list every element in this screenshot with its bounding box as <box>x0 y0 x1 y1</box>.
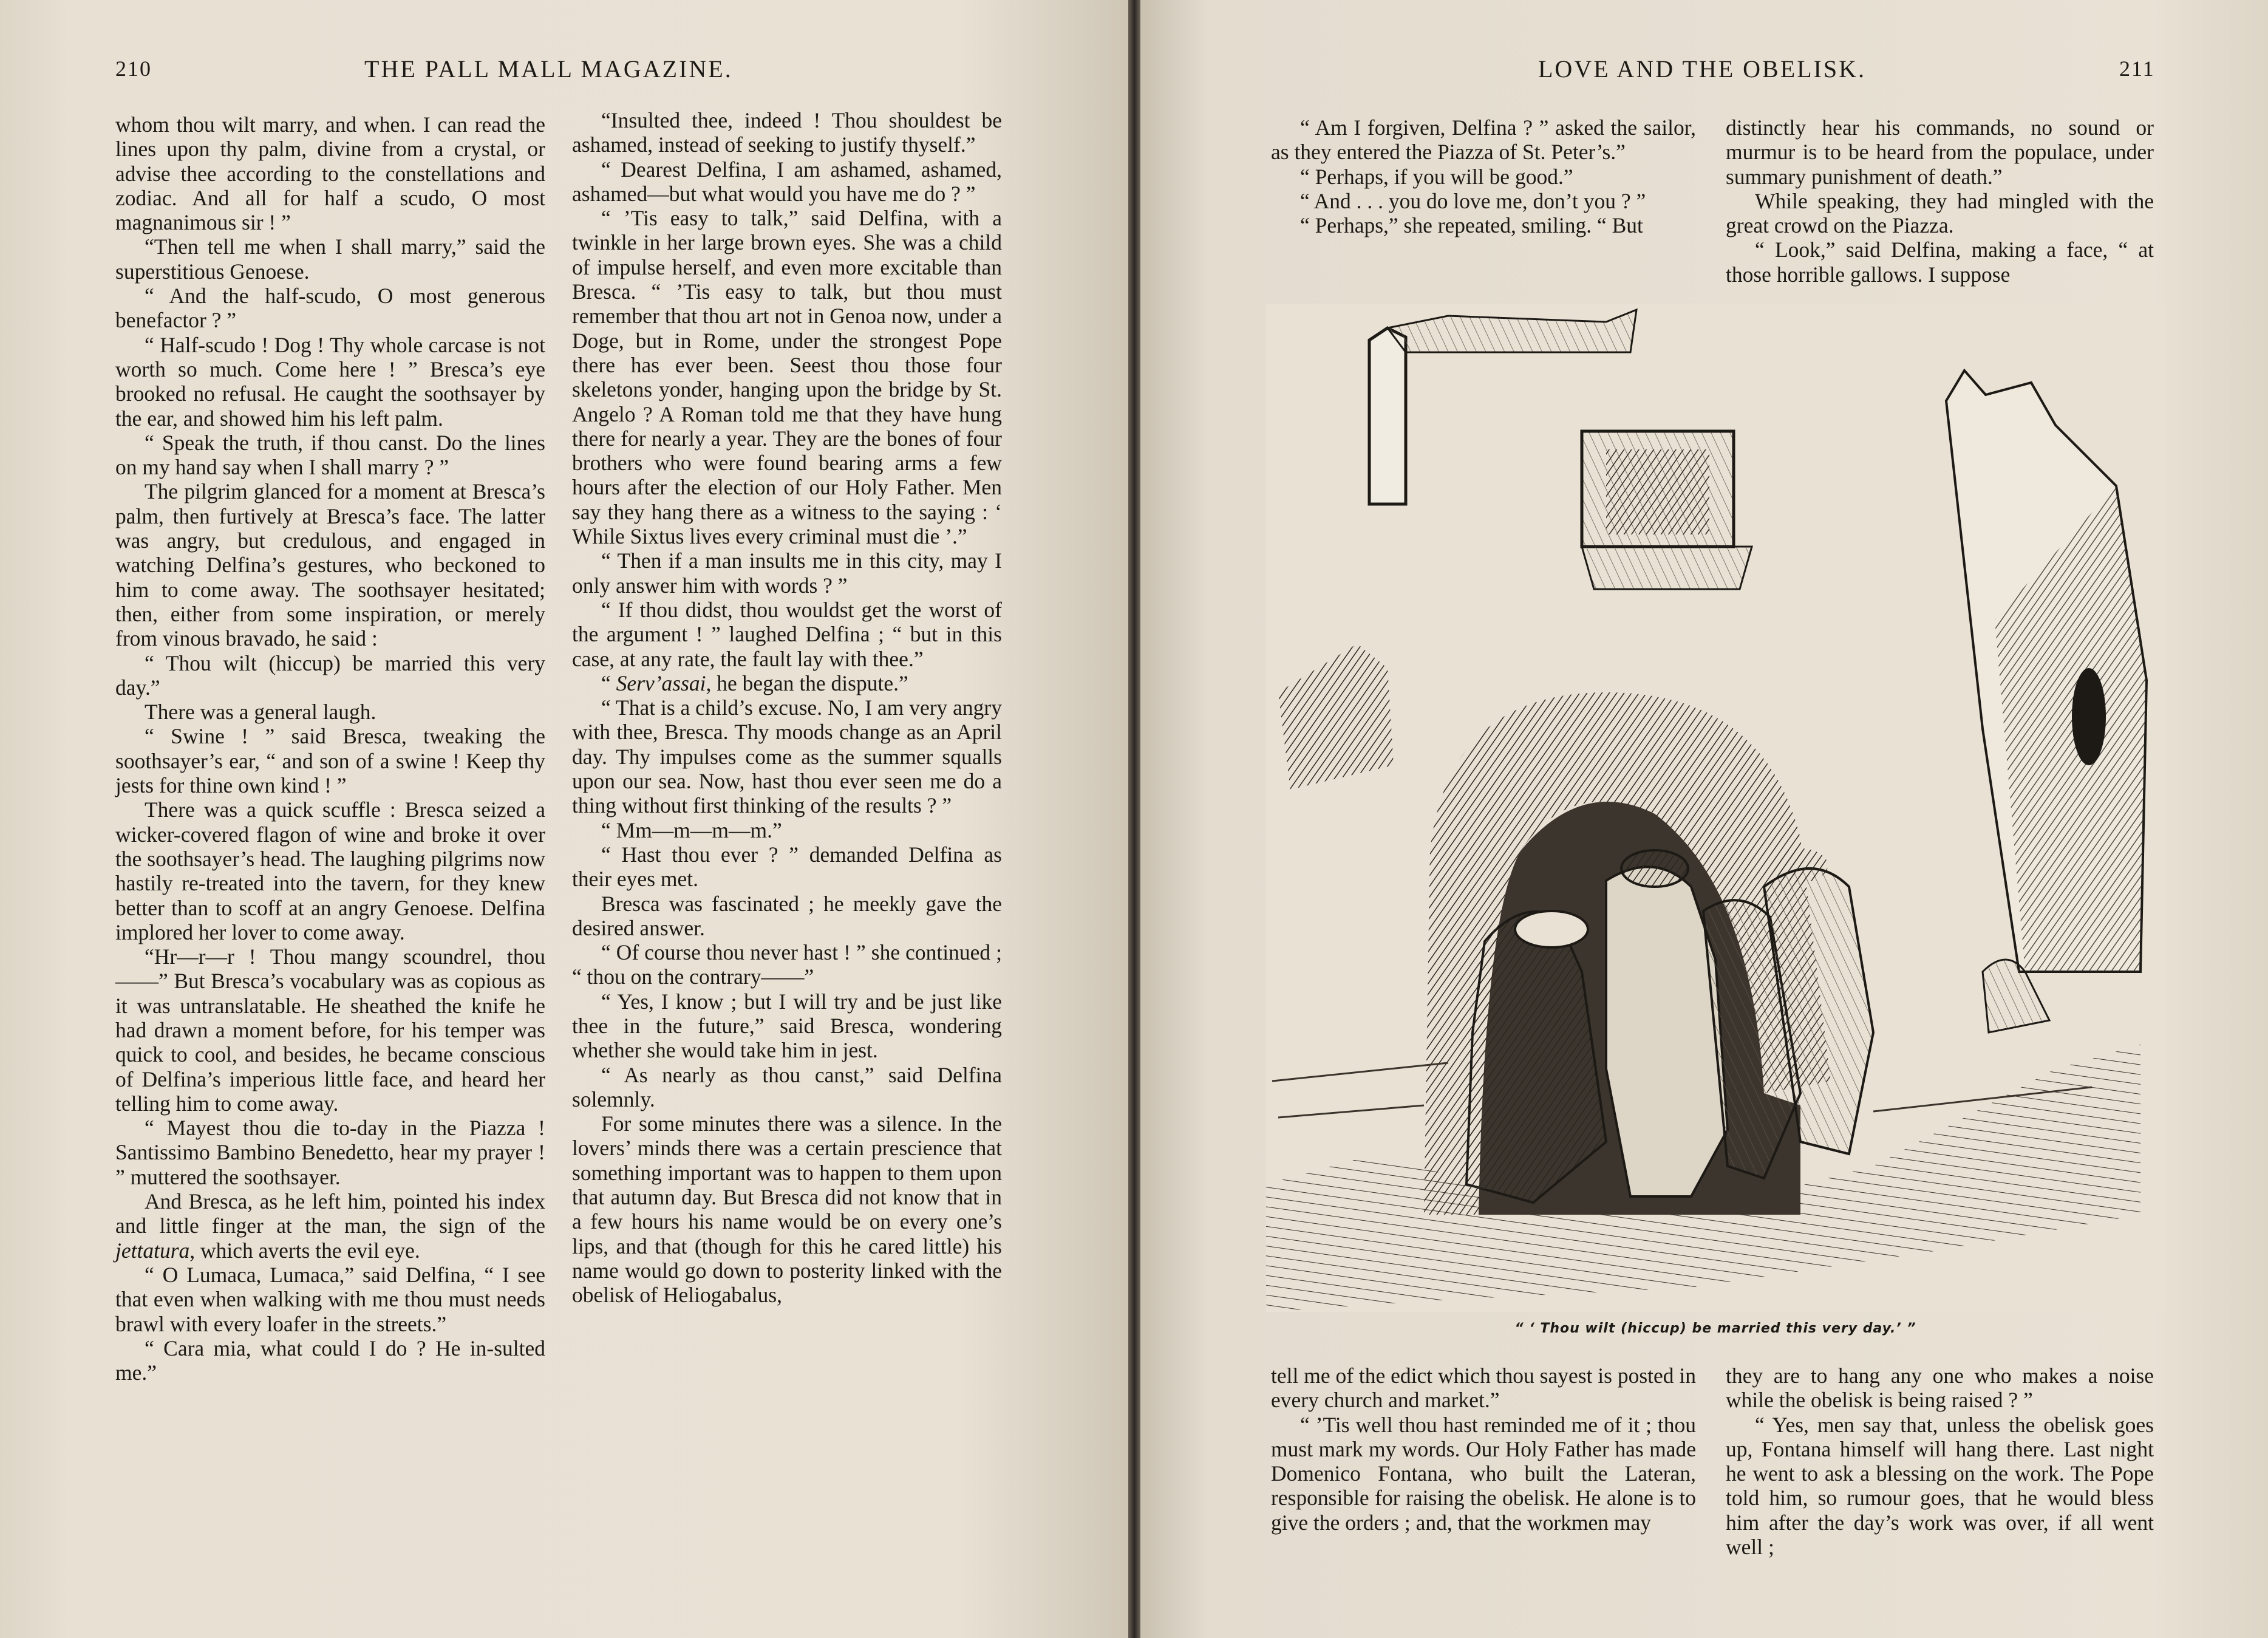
paragraph-continuation: , he began the dispute.” <box>706 671 908 695</box>
paragraph: tell me of the edict which thou sayest is posted in every church and market.” <box>1271 1363 1696 1413</box>
running-head-left: THE PALL MALL MAGAZINE. <box>364 55 733 83</box>
paragraph: “ Thou wilt (hiccup) be married this very day.” <box>115 650 545 700</box>
paragraph <box>115 1189 545 1263</box>
running-head-right: LOVE AND THE OBELISK. <box>1538 55 1867 83</box>
paragraph: “ Look,” said Delfina, making a face, “ at those horrible gallows. I suppose <box>1726 237 2154 287</box>
paragraph: “ Mm—m—m—m.” <box>601 817 782 842</box>
page-number-left: 210 <box>115 56 152 81</box>
paragraph: While speaking, they had mingled with the great crowd on the Piazza. <box>1726 188 2154 238</box>
paragraph: “ Cara mia, what could I do ? He in-sulted me.” <box>115 1336 545 1385</box>
paragraph: they are to hang any one who makes a noise while the obelisk is being raised ? ” <box>1726 1363 2154 1413</box>
left-page-column-1 <box>115 112 545 1385</box>
paragraph: For some minutes there was a silence. In the lovers’ minds there was a certain prescience that something important was to happen to them upon that autumn day. But Bresca did not know that in a few hours his name would be on every one’s lips, and that (though for this he cared little) his name would go down to posterity linked with the obelisk of Heliogabalus, <box>572 1111 1002 1308</box>
paragraph: “Hr—r—r ! Thou mangy scoundrel, thou——” But Bresca’s vocabulary was as copious as it was untranslatable. He sheathed the knife he had drawn a moment before, for his temper was quick to cool, and besides, he became conscious of Delfina’s imperious little face, and heard her telling him to come away. <box>115 944 545 1116</box>
paragraph: “ ’Tis easy to talk,” said Delfina, with a twinkle in her large brown eyes. She was a child of impulse herself, and even more excitable than Bresca. “ ’Tis easy to talk, but thou must remember that thou art not in Genoa now, under a Doge, but in Rome, under the strongest Pope there has ever been. Seest thou those four skeletons yonder, hanging upon the bridge by St. Angelo ? A Roman told me that they have hung there for nearly a year. They are the bones of four brothers who were found bearing arms a few hours after the election of our Holy Father. Men say they hang there as a witness to the saying : ‘ While Sixtus lives every criminal must die ’.” <box>572 206 1002 549</box>
paragraph: “Insulted thee, indeed ! Thou shouldest be ashamed, instead of seeking to justify thyself.” <box>572 108 1002 157</box>
paragraph: “ Swine ! ” said Bresca, tweaking the soothsayer’s ear, “ and son of a swine ! Keep thy jests for thine own kind ! ” <box>115 724 545 798</box>
paragraph: “ As nearly as thou canst,” said Delfina solemnly. <box>572 1062 1002 1111</box>
paragraph: Bresca was fascinated ; he meekly gave the desired answer. <box>572 891 1002 940</box>
paragraph <box>572 671 1002 695</box>
paragraph: “ And the half-scudo, O most generous benefactor ? ” <box>115 284 545 333</box>
right-page-column-2-top <box>1726 115 2154 287</box>
right-page-column-2-bottom <box>1726 1363 2154 1559</box>
left-page <box>0 0 1128 1638</box>
illustration-soothsayer-scene <box>1266 304 2165 1312</box>
paragraph: “ Dearest Delfina, I am ashamed, ashamed, ashamed—but what would you have me do ? ” <box>572 157 1002 206</box>
paragraph: “ Half-scudo ! Dog ! Thy whole carcase is not worth so much. Come here ! ” Bresca’s eye brooked no refusal. He caught the soothsayer by the ear, and showed him his left palm. <box>115 332 545 431</box>
italic-term: Serv’assai <box>616 671 706 695</box>
paragraph: distinctly hear his commands, no sound or murmur is to be heard from the populace, under summary punishment of death.” <box>1726 115 2154 189</box>
paragraph: “ Am I forgiven, Delfina ? ” asked the sailor, as they entered the Piazza of St. Peter’s.” <box>1271 115 1696 165</box>
paragraph: “ Of course thou never hast ! ” she continued ; “ thou on the contrary——” <box>572 940 1002 989</box>
paragraph: “ If thou didst, thou wouldst get the worst of the argument ! ” laughed Delfina ; “ but in this case, at any rate, the fault lay with thee.” <box>572 597 1002 671</box>
paragraph: “ ’Tis well thou hast reminded me of it ; thou must mark my words. Our Holy Father has made Domenico Fontana, who built the Lateran, responsible for raising the obelisk. He alone is to give the orders ; and, that the workmen may <box>1271 1412 1696 1535</box>
paragraph: “ O Lumaca, Lumaca,” said Delfina, “ I see that even when walking with me thou must needs brawl with every loafer in the streets.” <box>115 1262 545 1336</box>
paragraph-lead: “ <box>601 671 616 695</box>
right-page-column-1-top <box>1271 115 1696 237</box>
paragraph: “Then tell me when I shall marry,” said the superstitious Genoese. <box>115 234 545 284</box>
right-page-column-1-bottom <box>1271 1363 1696 1535</box>
paragraph: “ That is a child’s excuse. No, I am very angry with thee, Bresca. Thy moods change as an April day. Thy impulses come as the summer squalls upon our sea. Now, hast thou ever seen me do a thing without first thinking of the results ? ” <box>572 695 1002 818</box>
paragraph: “ Speak the truth, if thou canst. Do the lines on my hand say when I shall marry ? ” <box>115 430 545 480</box>
paragraph-continuation: , which averts the evil eye. <box>189 1238 420 1263</box>
paragraph: There was a quick scuffle : Bresca seized a wicker-covered flagon of wine and broke it over the soothsayer’s head. The laughing pilgrims now hastily re-treated into the tavern, for they knew better than to scoff at an angry Genoese. Delfina implored her lover to come away. <box>115 797 545 944</box>
paragraph: “ Perhaps, if you will be good.” <box>1300 164 1573 189</box>
paragraph: “ Then if a man insults me in this city, may I only answer him with words ? ” <box>572 548 1002 598</box>
paragraph-lead: And Bresca, as he left him, pointed his index and little finger at the man, the sign of the <box>115 1189 545 1238</box>
left-page-column-2 <box>572 108 1002 1308</box>
illustration-caption: “ ‘ Thou wilt (hiccup) be married this very day.’ ” <box>1514 1321 1916 1336</box>
paragraph: “ Hast thou ever ? ” demanded Delfina as their eyes met. <box>572 842 1002 892</box>
paragraph: The pilgrim glanced for a moment at Bresca’s palm, then furtively at Bresca’s face. The latter was angry, but credulous, and engaged in watching Delfina’s gestures, who beckoned to him to come away. The soothsayer hesitated; then, either from some inspiration, or merely from vinous bravado, he said : <box>115 479 545 651</box>
paragraph: “ Yes, I know ; but I will try and be just like thee in the future,” said Bresca, wondering whether she would take him in jest. <box>572 989 1002 1063</box>
book-gutter <box>1128 0 1140 1638</box>
paragraph: There was a general laugh. <box>145 700 376 725</box>
page-number-right: 211 <box>2119 56 2155 81</box>
paragraph: “ Yes, men say that, unless the obelisk goes up, Fontana himself will hang there. Last night he went to ask a blessing on the work. The Pope told him, so rumour goes, that he would bless him after the day’s work was over, if all went well ; <box>1726 1412 2154 1560</box>
paragraph: “ Perhaps,” she repeated, smiling. “ But <box>1300 213 1643 238</box>
paragraph: “ Mayest thou die to-day in the Piazza ! Santissimo Bambino Benedetto, hear my prayer ! ” muttered the soothsayer. <box>115 1116 545 1189</box>
italic-term: jettatura <box>115 1238 190 1263</box>
paragraph: whom thou wilt marry, and when. I can read the lines upon thy palm, divine from a crystal, or advise thee according to the constellations and zodiac. And all for half a scudo, O most magnanimous sir ! ” <box>115 112 545 235</box>
paragraph: “ And . . . you do love me, don’t you ? ” <box>1300 188 1646 213</box>
